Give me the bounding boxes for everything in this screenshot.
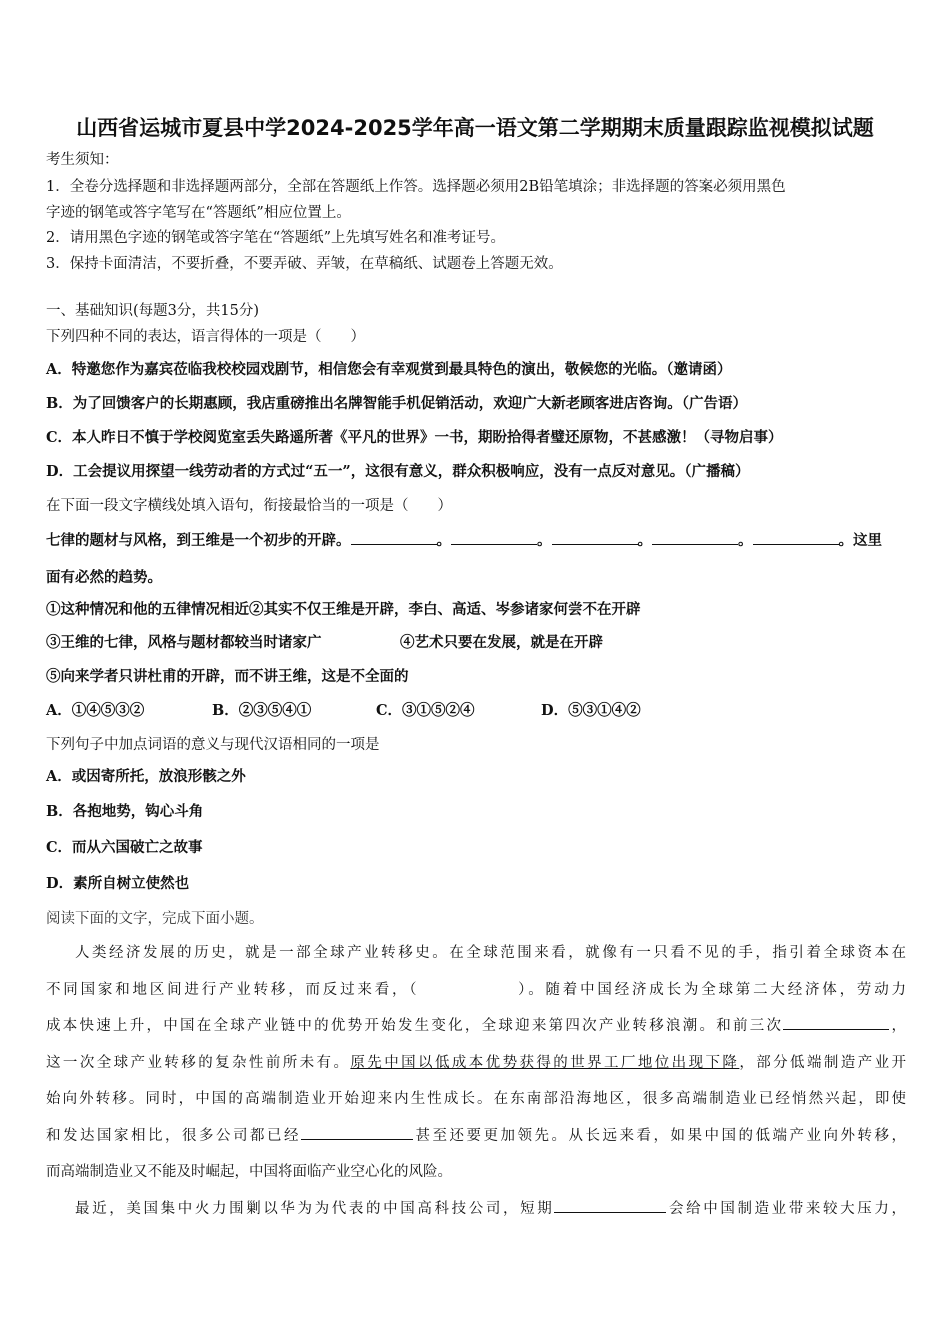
q2-blank-5 [753, 530, 839, 545]
q2-items-row-1 [46, 600, 641, 620]
q2-item-4: ④艺术只要在发展，就是在开辟 [400, 634, 603, 651]
q2-text-start: 七律的题材与风格，到王维是一个初步的开辟。 [46, 532, 351, 549]
passage-line-6b: 甚至还要更加领先。从长远来看，如果中国的低端产业向外转移， [413, 1127, 906, 1144]
q2-sep-1: 。 [436, 532, 451, 549]
passage-line-7: 而高端制造业又不能及时崛起，中国将面临产业空心化的风险。 [46, 1164, 452, 1180]
section-heading: 一、基础知识(每题3分，共15分) [46, 303, 259, 319]
passage-line-2 [46, 972, 906, 1009]
q1-stem: 下列四种不同的表达，语言得体的一项是（ ） [46, 329, 365, 345]
q2-items-row-2 [46, 633, 603, 653]
passage-blank-2 [301, 1125, 413, 1140]
passage-underlined-sentence: 原先中国以低成本优势获得的世界工厂地位出现下降 [350, 1054, 740, 1071]
passage-line-4 [46, 1045, 906, 1082]
passage-p2-line-1a: 最近，美国集中火力围剿以华为为代表的中国高科技公司，短期 [75, 1200, 555, 1217]
q3-option-b: B．各抱地势，钩心斗角 [46, 803, 204, 820]
q2-sep-3: 。 [637, 532, 652, 549]
q2-sep-2: 。 [537, 532, 552, 549]
q2-text-end: 。这里 [838, 532, 882, 549]
q2-blank-2 [451, 530, 537, 545]
reading-passage [46, 935, 906, 1227]
notice-item-2: 2．请用黑色字迹的钢笔或答字笔在“答题纸”上先填写姓名和准考证号。 [46, 230, 506, 246]
q1-option-d: D．工会提议用探望一线劳动者的方式过“五一”，这很有意义，群众积极响应，没有一点反对意见。（广播稿） [46, 463, 750, 480]
q2-item-5: ⑤向来学者只讲杜甫的开辟，而不讲王维，这是不全面的 [46, 668, 409, 685]
q1-option-b: B．为了回馈客户的长期惠顾，我店重磅推出名牌智能手机促销活动，欢迎广大新老顾客进店咨询。（广告语） [46, 395, 748, 412]
q2-blank-4 [652, 530, 738, 545]
passage-line-5: 始向外转移。同时，中国的高端制造业开始迎来内生性成长。在东南部沿海地区，很多高端制造业已经悄然兴起，即使 [46, 1091, 906, 1107]
passage-line-2a: 不同国家和地区间进行产业转移，而反过来看，（ [46, 981, 420, 998]
q2-item-3: ③王维的七律，风格与题材都较当时诸家广 [46, 634, 322, 651]
passage-p2-line-1 [46, 1191, 906, 1228]
q2-stem: 在下面一段文字横线处填入语句，衔接最恰当的一项是（ ） [46, 498, 452, 514]
notice-item-1-cont: 字迹的钢笔或答字笔写在“答题纸”相应位置上。 [46, 205, 351, 221]
q2-blank-3 [552, 530, 638, 545]
q2-text [46, 530, 882, 551]
passage-line-6 [46, 1118, 906, 1155]
passage-line-3b: ， [889, 1018, 907, 1034]
q2-option-d: D．⑤③①④② [541, 702, 641, 719]
passage-line-3 [46, 1008, 906, 1045]
notice-item-3: 3．保持卡面清洁，不要折叠，不要弄破、弄皱，在草稿纸、试题卷上答题无效。 [46, 256, 563, 272]
reading-intro: 阅读下面的文字，完成下面小题。 [46, 911, 264, 927]
passage-line-4b: ，部分低端制造产业开 [739, 1054, 907, 1071]
passage-line-6a: 和发达国家相比，很多公司都已经 [46, 1127, 301, 1144]
q2-option-b: B．②③⑤④① [212, 702, 312, 719]
q1-option-a: A．特邀您作为嘉宾莅临我校校园戏剧节，相信您会有幸观赏到最具特色的演出，敬候您的光临。（邀请函） [46, 361, 732, 378]
notice-item-1: 1．全卷分选择题和非选择题两部分，全部在答题纸上作答。选择题必须用2B铅笔填涂；非选择题的答案必须用黑色 [46, 179, 786, 195]
q2-blank-1 [351, 530, 437, 545]
q2-options [46, 701, 641, 721]
q3-option-d: D．素所自树立使然也 [46, 875, 190, 892]
passage-line-2b: ）。随着中国经济成长为全球第二大经济体，劳动力 [515, 981, 907, 998]
q2-sep-4: 。 [738, 532, 753, 549]
q1-option-c: C．本人昨日不慎于学校阅览室丢失路遥所著《平凡的世界》一书，期盼拾得者璧还原物，不甚感激！（寻物启事） [46, 429, 783, 446]
q2-option-c: C．③①⑤②④ [376, 702, 475, 719]
passage-line-3a: 成本快速上升，中国在全球产业链中的优势开始发生变化，全球迎来第四次产业转移浪潮。和前三次 [46, 1018, 784, 1034]
q2-text-cont: 面有必然的趋势。 [46, 569, 162, 586]
passage-line-1: 人类经济发展的历史，就是一部全球产业转移史。在全球范围来看，就像有一只看不见的手，指引着全球资本在 [75, 945, 906, 961]
q2-item-2: ②其实不仅王维是开辟，李白、高适、岑参诸家何尝不在开辟 [249, 601, 641, 618]
q3-stem: 下列句子中加点词语的意义与现代汉语相同的一项是 [46, 737, 380, 753]
passage-blank-3 [554, 1198, 666, 1213]
q2-item-1: ①这种情况和他的五律情况相近 [46, 601, 249, 618]
q3-option-c: C．而从六国破亡之故事 [46, 839, 203, 856]
page-title: 山西省运城市夏县中学2024-2025学年高一语文第二学期期末质量跟踪监视模拟试题 [76, 116, 874, 140]
passage-blank-1 [783, 1015, 889, 1030]
passage-p2-line-1b: 会给中国制造业带来较大压力， [666, 1200, 907, 1217]
passage-line-4a: 这一次全球产业转移的复杂性前所未有。 [46, 1054, 351, 1071]
q2-option-a: A．①④⑤③② [46, 702, 145, 719]
q3-option-a: A．或因寄所托，放浪形骸之外 [46, 768, 246, 785]
notice-heading: 考生须知： [46, 152, 119, 168]
